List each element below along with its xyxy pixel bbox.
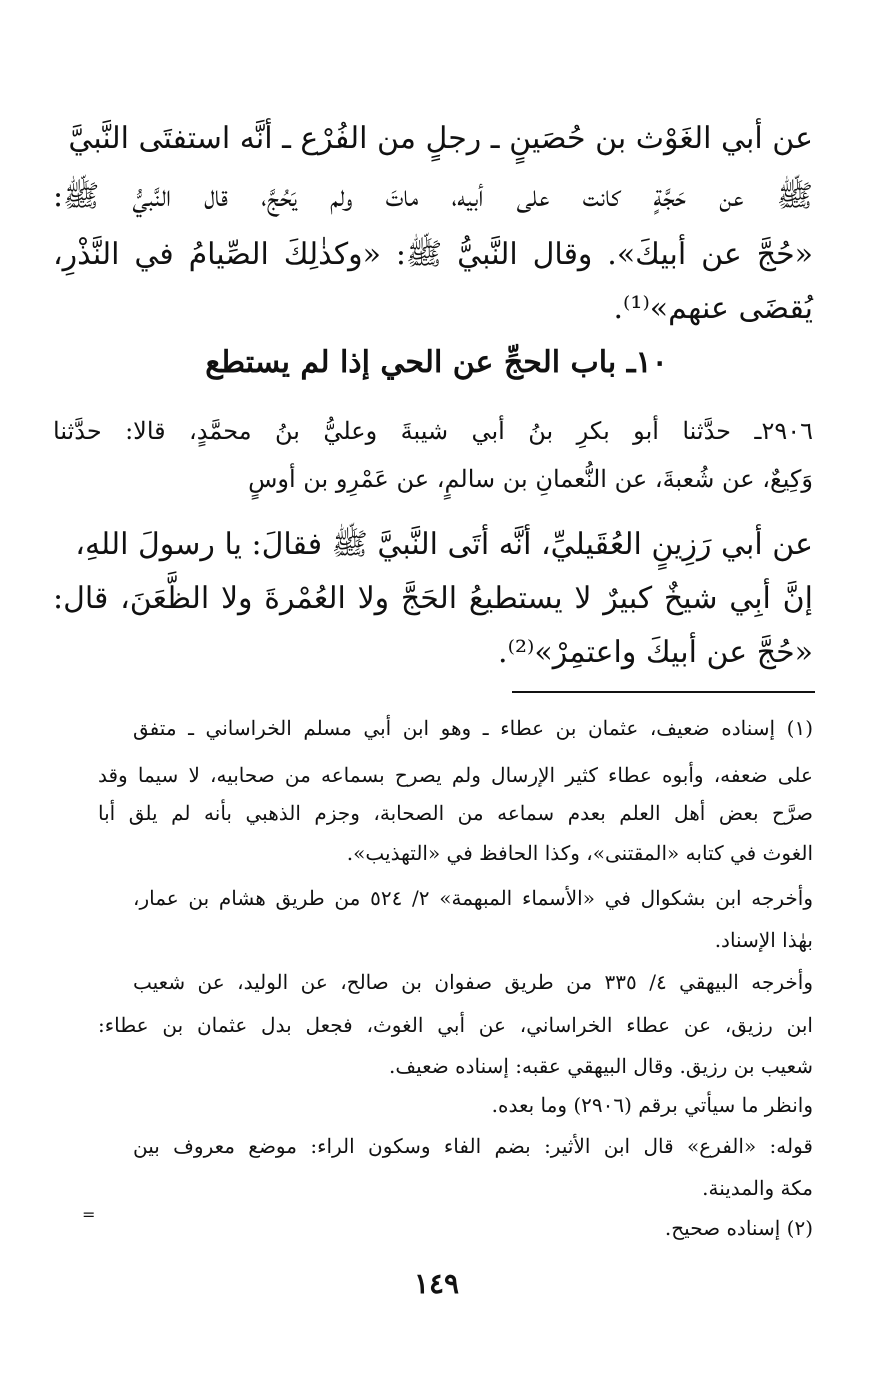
footnote-line: ابن رزيق، عن عطاء الخراساني، عن أبي الغوث، فجعل بدل عثمان بن عطاء:: [98, 1013, 813, 1037]
footnote-line: مكة والمدينة.: [702, 1176, 813, 1200]
main-text-line: يُقضَى عنهم»⁽¹⁾.: [613, 291, 813, 326]
hadith-isnad-line: وَكِيعٌ، عن شُعبةَ، عن النُّعمانِ بن سالمٍ، عن عَمْرِو بن أوسٍ: [248, 465, 813, 493]
footnote-line: بهٰذا الإسناد.: [714, 928, 813, 952]
footnote-line: وأخرجه البيهقي ٤/ ٣٣٥ من طريق صفوان بن صالح، عن الوليد، عن شعيب: [133, 970, 813, 994]
main-text-line: عن أبي الغَوْث بن حُصَينٍ ـ رجلٍ من الفُرْع ـ أنَّه استفتَى النَّبيَّ: [68, 121, 813, 156]
footnote-line: قوله: «الفرع» قال ابن الأثير: بضم الفاء وسكون الراء: موضع معروف بين: [133, 1134, 813, 1158]
footnote-line: على ضعفه، وأبوه عطاء كثير الإرسال ولم يصرح بسماعه من صحابيه، لا سيما وقد: [98, 763, 813, 787]
footnote-line: الغوث في كتابه «المقتنى»، وكذا الحافظ في «التهذيب».: [346, 841, 813, 865]
page-number: ١٤٩: [413, 1267, 460, 1300]
footnote-divider: [512, 691, 815, 693]
footnote-line: (٢) إسناده صحيح.: [664, 1216, 813, 1240]
hadith-matn-line: إنَّ أبِي شيخٌ كبيرٌ لا يستطيعُ الحَجَّ ولا العُمْرةَ ولا الظَّعَنَ، قال:: [53, 581, 813, 616]
hadith-matn-line: عن أبي رَزِينٍ العُقَيليِّ، أنَّه أتَى النَّبيَّ ﷺ فقالَ: يا رسولَ اللهِ،: [75, 527, 813, 562]
chapter-title: ١٠ـ باب الحجِّ عن الحي إذا لم يستطع: [205, 345, 668, 380]
hadith-isnad-line: ٢٩٠٦ـ حدَّثنا أبو بكرِ بنُ أبي شيبةَ وعليُّ بنُ محمَّدٍ، قالا: حدَّثنا: [53, 417, 813, 445]
footnote-line: شعيب بن رزيق. وقال البيهقي عقبه: إسناده ضعيف.: [389, 1054, 813, 1078]
main-text-line: «حُجَّ عن أبيكَ». وقال النَّبيُّ ﷺ: «وكذٰلِكَ الصِّيامُ في النَّذْرِ،: [53, 237, 813, 272]
hadith-matn-line: «حُجَّ عن أبيكَ واعتمِرْ»⁽²⁾.: [498, 635, 813, 670]
footnote-line: وانظر ما سيأتي برقم (٢٩٠٦) وما بعده.: [491, 1093, 813, 1117]
continuation-mark: =: [82, 1205, 96, 1224]
footnote-line: صرَّح بعض أهل العلم بعدم سماعه من الصحابة، وجزم الذهبي بأنه لم يلق أبا: [98, 801, 813, 825]
footnote-line: وأخرجه ابن بشكوال في «الأسماء المبهمة» ٢/ ٥٢٤ من طريق هشام بن عمار،: [133, 886, 813, 910]
main-text-line: ﷺ عن حَجَّةٍ كانت على أبيه، ماتَ ولم يَحُجَّ، قال النَّبيُّ ﷺ:: [53, 179, 813, 214]
footnote-line: (١) إسناده ضعيف، عثمان بن عطاء ـ وهو ابن أبي مسلم الخراساني ـ متفق: [133, 716, 813, 740]
